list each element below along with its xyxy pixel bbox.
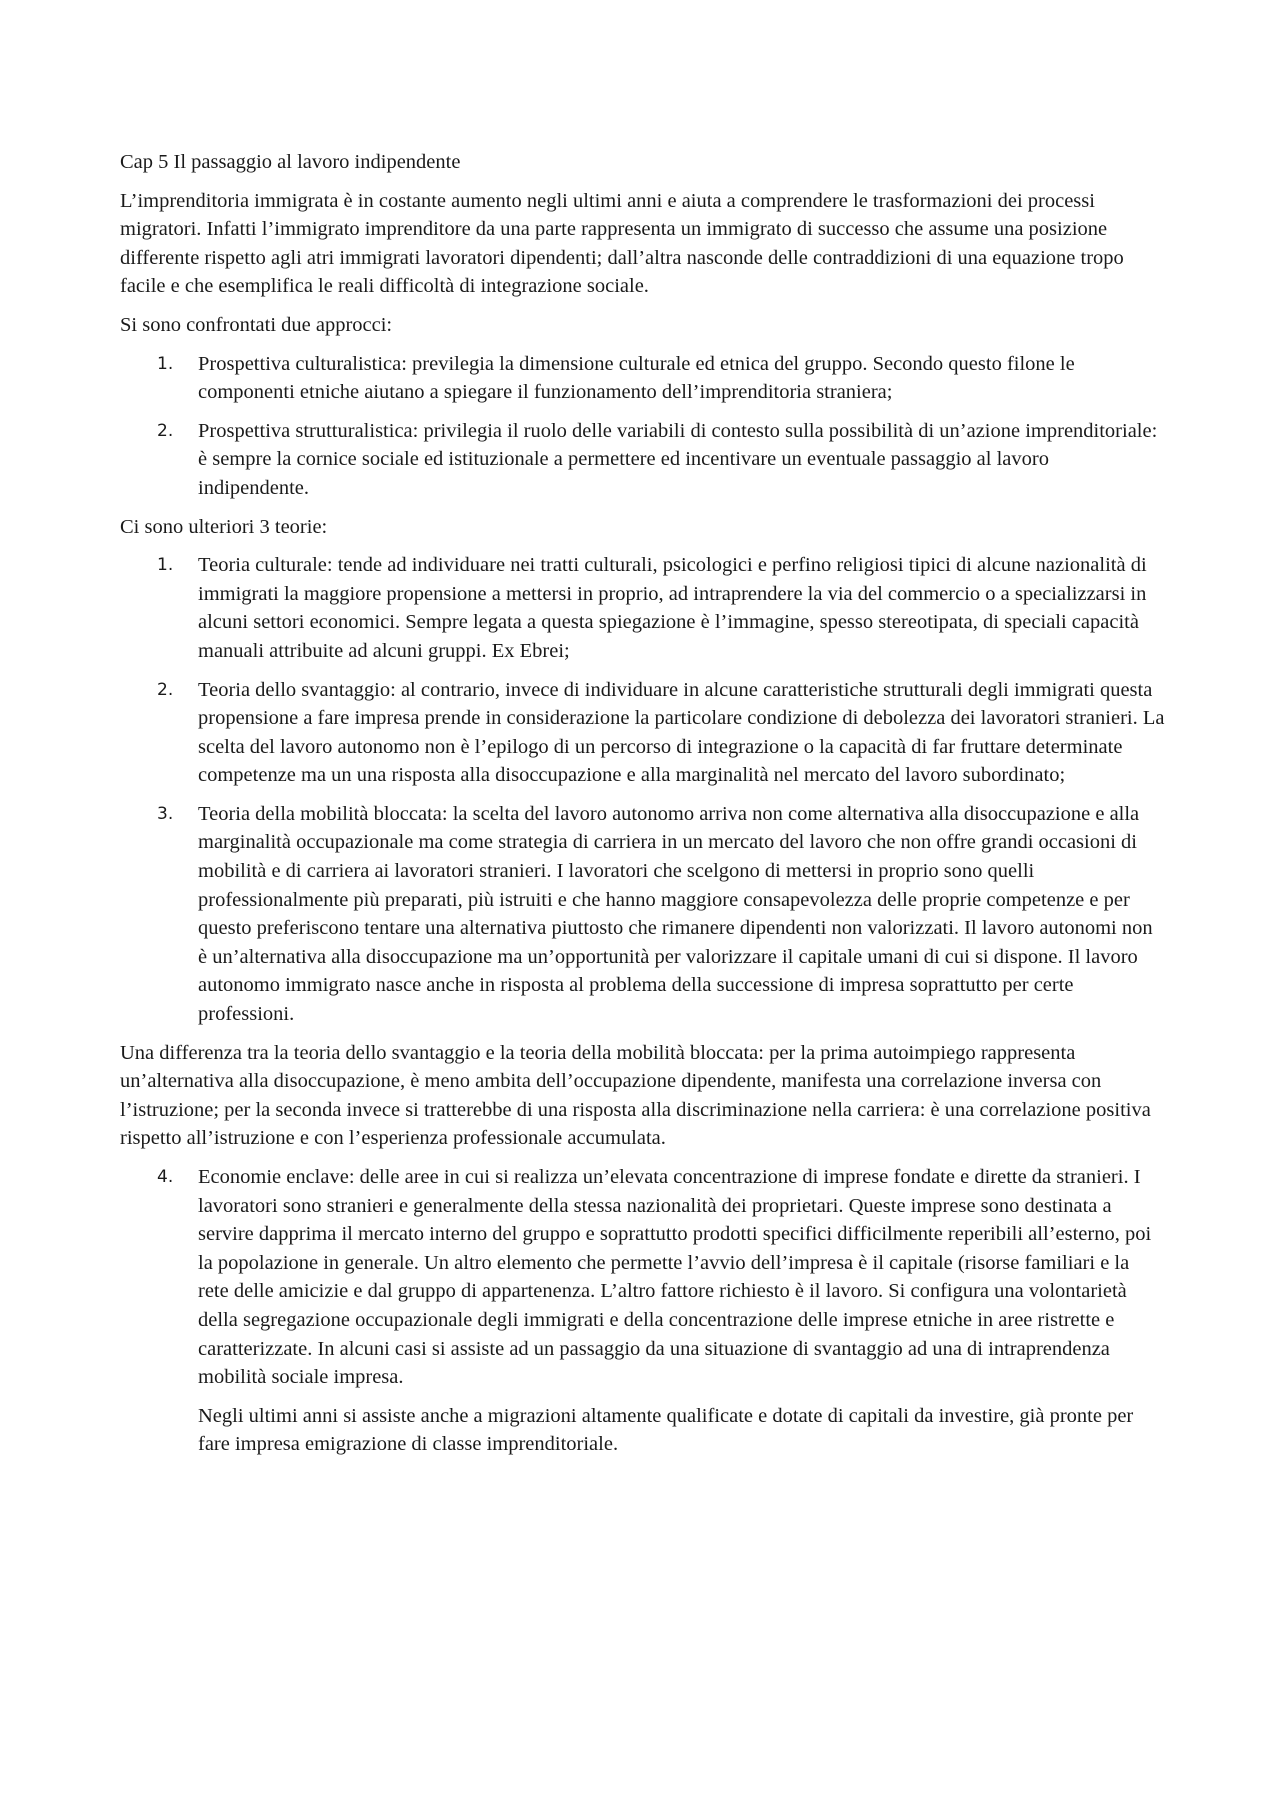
list-number: 4. [157,1167,174,1187]
approaches-heading: Si sono confrontati due approcci: [120,313,393,336]
list-number: 1. [157,353,174,374]
list-number: 2. [157,420,174,441]
list-item-text: Prospettiva strutturalistica: privilegia il ruolo delle variabili di contesto sulla possibilità di un’azione imprenditoriale: è sempre la cornice sociale ed istituzionale a permettere ed incentivare un eventuale passaggio al lavoro indipendente. [198,419,1158,499]
closing-paragraph: Negli ultimi anni si assiste anche a migrazioni altamente qualificate e dotate di capitali da investire, già pronte per fare impresa emigrazione di classe imprenditoriale. [198,1404,1134,1456]
enclave-list [120,1163,1165,1392]
list-item [120,1163,1165,1392]
intro-paragraph: L’imprenditoria immigrata è in costante aumento negli ultimi anni e aiuta a comprendere le trasformazioni dei processi migratori. Infatti l’immigrato imprenditore da una parte rappresenta un immigrato di successo che assume una posizione differente rispetto agli atri immigrati lavoratori dipendenti; dall’altra nasconde delle contraddizioni di una equazione tropo facile e che esemplifica le reali difficoltà di integrazione sociale. [120,189,1124,298]
list-number: 3. [157,803,174,824]
chapter-title: Cap 5 Il passaggio al lavoro indipendente [120,151,461,173]
list-item [120,551,1165,665]
list-item-text: Teoria culturale: tende ad individuare nei tratti culturali, psicologici e perfino religiosi tipici di alcune nazionalità di immigrati la maggiore propensione a mettersi in proprio, ad intraprendere la via del commercio o a specializzarsi in alcuni settori economici. Sempre legata a questa spiegazione è l’immagine, spesso stereotipata, di speciali capacità manuali attribuite ad alcuni gruppi. Ex Ebrei; [198,554,1147,662]
list-item-text: Economie enclave: delle aree in cui si realizza un’elevata concentrazione di imprese fondate e dirette da stranieri. I lavoratori sono stranieri e generalmente della stessa nazionalità dei proprietari. Queste imprese sono destinata a servire dapprima il mercato interno del gruppo e soprattutto prodotti specifici difficilmente reperibili all’esterno, poi la popolazione in generale. Un altro elemento che permette l’avvio dell’impresa è il capitale (risorse familiari e la rete delle amicizie e dal gruppo di appartenenza. L’altro fattore richiesto è il lavoro. Si configura una volontarietà della segregazione occupazionale degli immigrati e della concentrazione delle imprese etniche in aree ristrette e caratterizzate. In alcuni casi si assiste ad un passaggio da una situazione di svantaggio ad una di intraprendenza mobilità sociale impresa. [198,1166,1152,1389]
list-number: 1. [157,555,174,576]
list-item [120,800,1165,1029]
list-item [120,676,1165,790]
list-item-text: Teoria dello svantaggio: al contrario, invece di individuare in alcune caratteristiche strutturali degli immigrati questa propensione a fare impresa prende in considerazione la particolare condizione di debolezza dei lavoratori stranieri. La scelta del lavoro autonomo non è l’epilogo di un percorso di integrazione o la capacità di far fruttare determinate competenze ma un una risposta alla disoccupazione e alla marginalità nel mercato del lavoro subordinato; [198,678,1165,787]
list-item-text: Teoria della mobilità bloccata: la scelta del lavoro autonomo arriva non come alternativa alla disoccupazione e alla marginalità occupazionale ma come strategia di carriera in un mercato del lavoro che non offre grandi occasioni di mobilità e di carriera ai lavoratori stranieri. I lavoratori che scelgono di mettersi in proprio sono quelli professionalmente più preparati, più istruiti e che hanno maggiore consapevolezza delle proprie competenze e per questo preferiscono tentare una alternativa piuttosto che rimanere dipendenti non valorizzati. Il lavoro autonomi non è un’alternativa alla disoccupazione ma un’opportunità per valorizzare il capitale umani di cui si dispone. Il lavoro autonomo immigrato nasce anche in risposta al problema della successione di impresa soprattutto per certe professioni. [198,802,1153,1026]
theories-heading: Ci sono ulteriori 3 teorie: [120,515,328,538]
comparison-paragraph: Una differenza tra la teoria dello svantaggio e la teoria della mobilità bloccata: per la prima autoimpiego rappresenta un’alternativa alla disoccupazione, è meno ambita dell’occupazione dipendente, manifesta una correlazione inversa con l’istruzione; per la seconda invece si tratterebbe di una risposta alla discriminazione nella carriera: è una correlazione positiva rispetto all’istruzione e con l’esperienza professionale accumulata. [120,1041,1151,1150]
document-page [120,148,1165,1469]
theories-list [120,551,1165,1029]
approaches-list [120,350,1165,503]
list-number: 2. [157,679,174,700]
list-item [120,417,1165,503]
list-item-text: Prospettiva culturalistica: previlegia la dimensione culturale ed etnica del gruppo. Secondo questo filone le componenti etniche aiutano a spiegare il funzionamento dell’imprenditoria straniera; [198,352,1075,404]
list-item [120,350,1165,407]
